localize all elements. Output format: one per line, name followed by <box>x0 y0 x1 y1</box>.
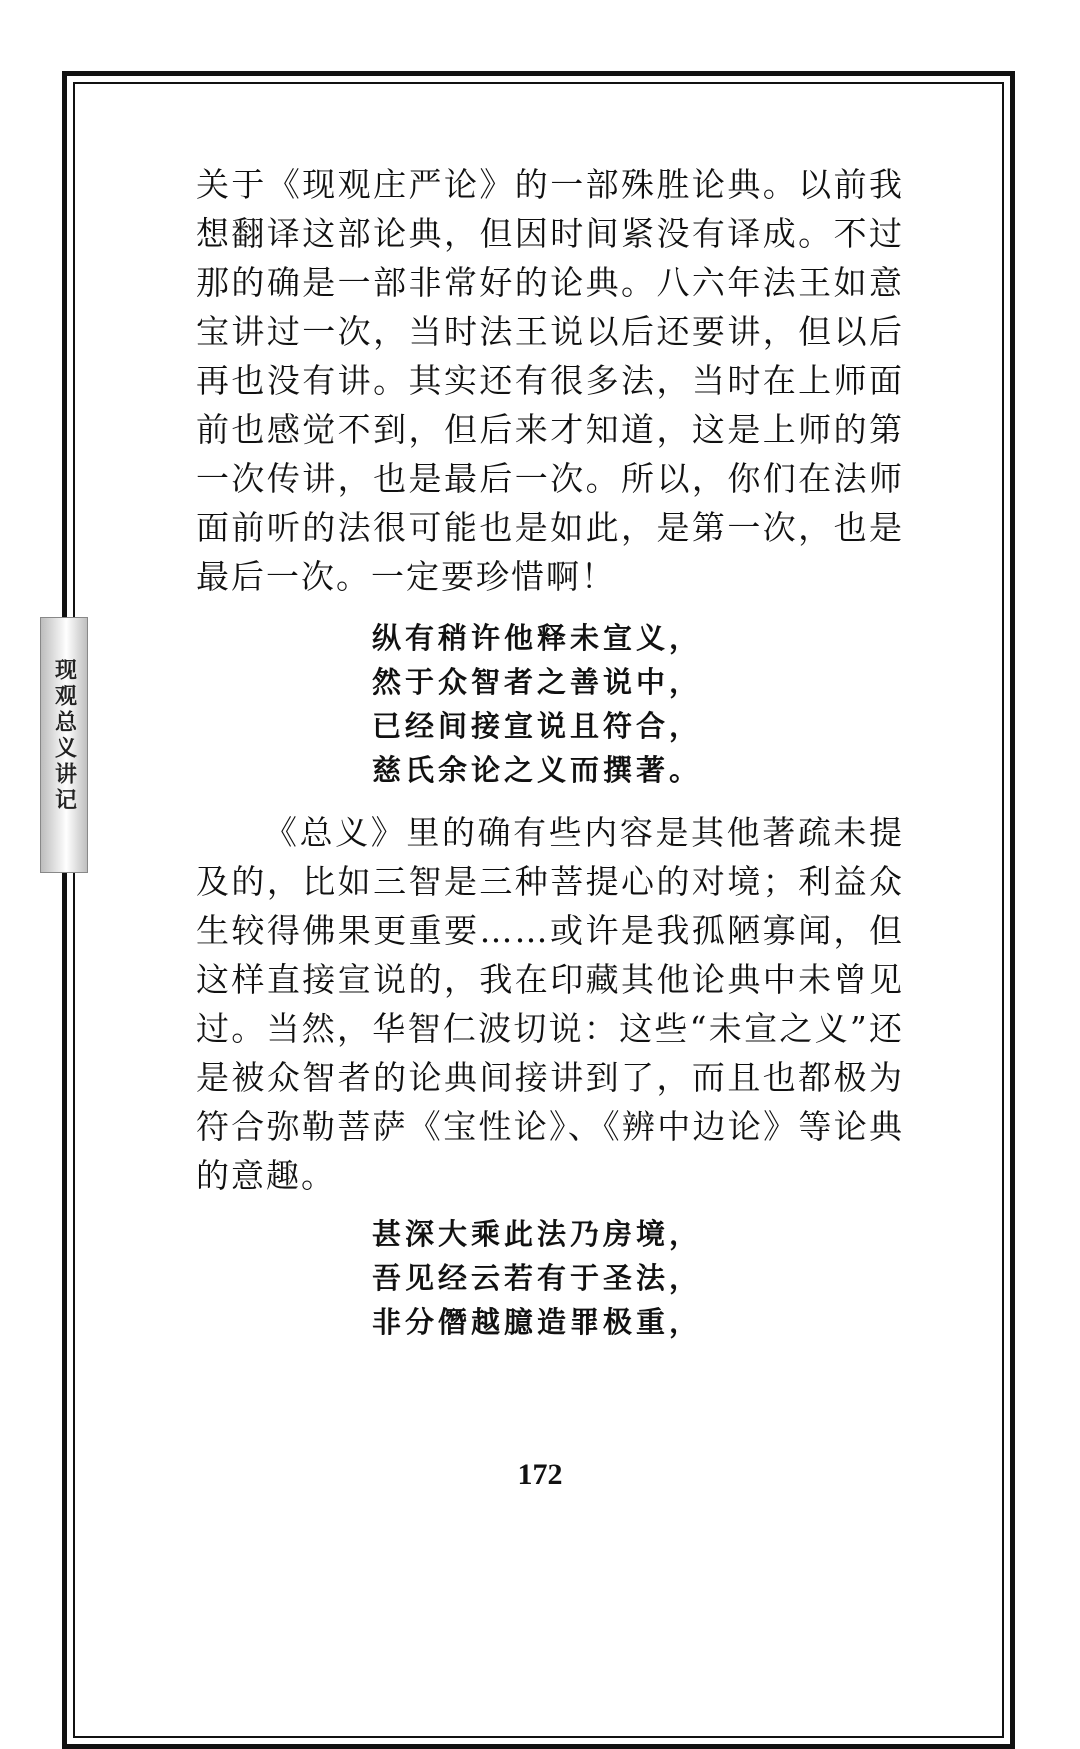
paragraph-2: 《总义》里的确有些内容是其他著疏未提及的，比如三智是三种菩提心的对境；利益众生较得佛果更重要……或许是我孤陋寡闻，但这样直接宣说的，我在印藏其他论典中未曾见过。当然，华智仁波切说：这些“未宣之义”还是被众智者的论典间接讲到了，而且也都极为符合弥勒菩萨《宝性论》、《辨中边论》等论典的意趣。 <box>196 813 904 1195</box>
book-title-side-tab <box>40 617 88 873</box>
verse-line: 慈氏余论之义而撰著。 <box>372 753 703 787</box>
verse-block-2 <box>372 1212 772 1344</box>
verse-line: 纵有稍许他释未宣义， <box>372 621 703 655</box>
book-title: 现观总义讲记 <box>51 658 77 814</box>
verse-block-1 <box>372 616 772 792</box>
verse-line: 非分僭越臆造罪极重， <box>372 1305 703 1339</box>
verse-line: 已经间接宣说且符合， <box>372 709 703 743</box>
verse-line: 然于众智者之善说中， <box>372 665 703 699</box>
page-number: 172 <box>517 1458 563 1491</box>
paragraph-1: 关于《现观庄严论》的一部殊胜论典。以前我想翻译这部论典，但因时间紧没有译成。不过那的确是一部非常好的论典。八六年法王如意宝讲过一次，当时法王说以后还要讲，但以后再也没有讲。其实还有很多法，当时在上师面前也感觉不到，但后来才知道，这是上师的第一次传讲，也是最后一次。所以，你们在法师面前听的法很可能也是如此，是第一次，也是最后一次。一定要珍惜啊！ <box>196 165 904 596</box>
verse-line: 吾见经云若有于圣法， <box>372 1261 703 1295</box>
verse-line: 甚深大乘此法乃房境， <box>372 1217 703 1251</box>
